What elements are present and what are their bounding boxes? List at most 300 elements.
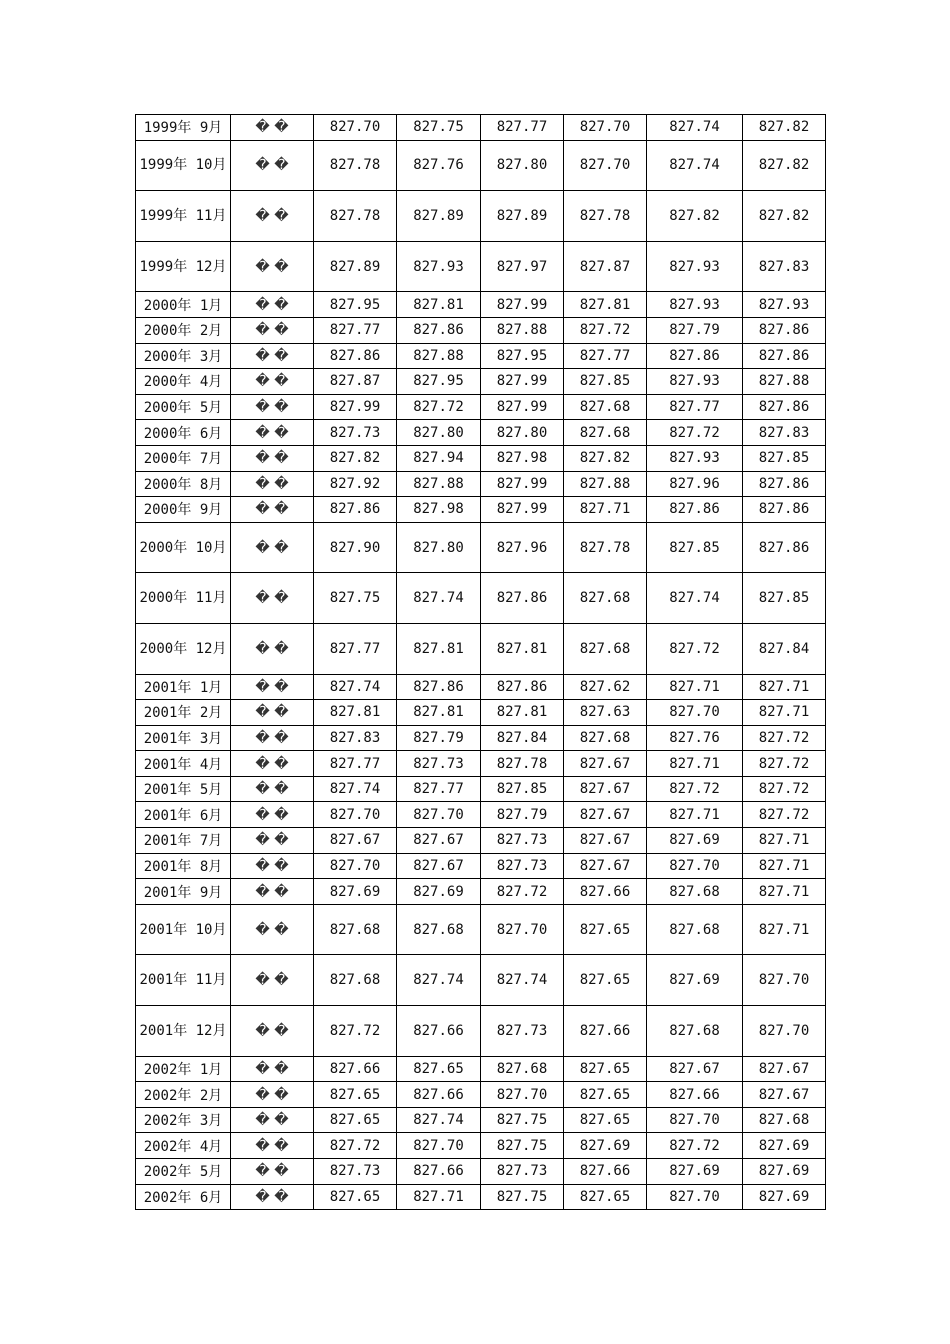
- value-cell: 827.85: [743, 445, 826, 471]
- value-cell: 827.99: [314, 394, 397, 420]
- value-cell: 827.77: [314, 623, 397, 674]
- table-row: [136, 394, 826, 420]
- month-cell: 2001年 9月: [136, 879, 231, 905]
- table-row: [136, 317, 826, 343]
- value-cell: 827.71: [743, 828, 826, 854]
- table-row: [136, 802, 826, 828]
- value-cell: 827.66: [397, 1006, 481, 1057]
- value-cell: 827.69: [743, 1133, 826, 1159]
- table-row: [136, 292, 826, 318]
- value-cell: 827.65: [564, 1056, 647, 1082]
- month-cell: 2001年 12月: [136, 1006, 231, 1057]
- value-cell: 827.72: [743, 751, 826, 777]
- value-cell: 827.68: [564, 623, 647, 674]
- month-cell: 2000年 12月: [136, 623, 231, 674]
- value-cell: 827.76: [647, 725, 743, 751]
- value-cell: 827.98: [481, 445, 564, 471]
- value-cell: 827.81: [397, 623, 481, 674]
- month-cell: 2000年 9月: [136, 497, 231, 523]
- value-cell: 827.73: [481, 1159, 564, 1185]
- value-cell: 827.72: [647, 420, 743, 446]
- value-cell: 827.70: [314, 802, 397, 828]
- table-row: [136, 369, 826, 395]
- value-cell: 827.86: [647, 343, 743, 369]
- value-cell: 827.86: [647, 497, 743, 523]
- value-cell: 827.88: [397, 471, 481, 497]
- value-cell: 827.67: [564, 828, 647, 854]
- value-cell: 827.67: [564, 776, 647, 802]
- table-row: [136, 420, 826, 446]
- value-cell: 827.88: [564, 471, 647, 497]
- value-cell: 827.70: [743, 955, 826, 1006]
- type-cell: � �: [231, 1159, 314, 1185]
- value-cell: 827.86: [314, 497, 397, 523]
- value-cell: 827.81: [481, 700, 564, 726]
- month-cell: 1999年 11月: [136, 191, 231, 242]
- value-cell: 827.83: [743, 241, 826, 292]
- type-cell: � �: [231, 1184, 314, 1210]
- value-cell: 827.65: [564, 1107, 647, 1133]
- value-cell: 827.67: [564, 853, 647, 879]
- month-cell: 2001年 10月: [136, 904, 231, 955]
- table-row: [136, 776, 826, 802]
- value-cell: 827.72: [314, 1006, 397, 1057]
- type-cell: � �: [231, 445, 314, 471]
- table-row: [136, 674, 826, 700]
- value-cell: 827.75: [481, 1107, 564, 1133]
- value-cell: 827.99: [481, 394, 564, 420]
- value-cell: 827.78: [314, 140, 397, 191]
- table-row: [136, 1056, 826, 1082]
- table-row: [136, 1082, 826, 1108]
- table-row: [136, 904, 826, 955]
- value-cell: 827.71: [647, 802, 743, 828]
- type-cell: � �: [231, 343, 314, 369]
- value-cell: 827.71: [743, 904, 826, 955]
- value-cell: 827.71: [743, 674, 826, 700]
- value-cell: 827.92: [314, 471, 397, 497]
- value-cell: 827.71: [647, 674, 743, 700]
- value-cell: 827.77: [481, 115, 564, 141]
- value-cell: 827.85: [647, 522, 743, 573]
- month-cell: 2002年 5月: [136, 1159, 231, 1185]
- value-cell: 827.71: [743, 879, 826, 905]
- value-cell: 827.69: [564, 1133, 647, 1159]
- value-cell: 827.72: [743, 776, 826, 802]
- value-cell: 827.69: [743, 1184, 826, 1210]
- type-cell: � �: [231, 241, 314, 292]
- value-cell: 827.93: [647, 241, 743, 292]
- month-cell: 2001年 11月: [136, 955, 231, 1006]
- value-cell: 827.80: [481, 420, 564, 446]
- value-cell: 827.99: [481, 497, 564, 523]
- value-cell: 827.82: [743, 191, 826, 242]
- value-cell: 827.74: [647, 140, 743, 191]
- type-cell: � �: [231, 420, 314, 446]
- value-cell: 827.99: [481, 369, 564, 395]
- value-cell: 827.65: [564, 955, 647, 1006]
- value-cell: 827.69: [397, 879, 481, 905]
- value-cell: 827.87: [564, 241, 647, 292]
- value-cell: 827.74: [397, 1107, 481, 1133]
- table-row: [136, 445, 826, 471]
- value-cell: 827.70: [397, 1133, 481, 1159]
- value-cell: 827.86: [743, 497, 826, 523]
- value-cell: 827.69: [647, 1159, 743, 1185]
- value-cell: 827.77: [564, 343, 647, 369]
- value-cell: 827.77: [314, 317, 397, 343]
- value-cell: 827.80: [397, 420, 481, 446]
- value-cell: 827.85: [481, 776, 564, 802]
- table-row: [136, 853, 826, 879]
- value-cell: 827.81: [397, 700, 481, 726]
- value-cell: 827.68: [397, 904, 481, 955]
- value-cell: 827.73: [314, 420, 397, 446]
- value-cell: 827.65: [397, 1056, 481, 1082]
- value-cell: 827.65: [564, 1184, 647, 1210]
- type-cell: � �: [231, 573, 314, 624]
- water-level-table: [135, 114, 826, 1210]
- value-cell: 827.70: [743, 1006, 826, 1057]
- value-cell: 827.65: [314, 1107, 397, 1133]
- value-cell: 827.67: [743, 1082, 826, 1108]
- value-cell: 827.71: [397, 1184, 481, 1210]
- value-cell: 827.71: [647, 751, 743, 777]
- value-cell: 827.70: [314, 853, 397, 879]
- month-cell: 2000年 11月: [136, 573, 231, 624]
- type-cell: � �: [231, 955, 314, 1006]
- value-cell: 827.68: [564, 420, 647, 446]
- table-row: [136, 725, 826, 751]
- value-cell: 827.73: [314, 1159, 397, 1185]
- table-row: [136, 1159, 826, 1185]
- value-cell: 827.68: [647, 904, 743, 955]
- value-cell: 827.72: [564, 317, 647, 343]
- type-cell: � �: [231, 1056, 314, 1082]
- value-cell: 827.68: [564, 573, 647, 624]
- value-cell: 827.80: [397, 522, 481, 573]
- value-cell: 827.75: [481, 1133, 564, 1159]
- value-cell: 827.72: [314, 1133, 397, 1159]
- table-body: [136, 115, 826, 1210]
- value-cell: 827.93: [743, 292, 826, 318]
- value-cell: 827.76: [397, 140, 481, 191]
- value-cell: 827.93: [647, 292, 743, 318]
- value-cell: 827.65: [314, 1082, 397, 1108]
- value-cell: 827.87: [314, 369, 397, 395]
- month-cell: 2001年 1月: [136, 674, 231, 700]
- value-cell: 827.86: [314, 343, 397, 369]
- table-row: [136, 1184, 826, 1210]
- value-cell: 827.72: [397, 394, 481, 420]
- type-cell: � �: [231, 751, 314, 777]
- month-cell: 1999年 12月: [136, 241, 231, 292]
- table-row: [136, 828, 826, 854]
- type-cell: � �: [231, 1133, 314, 1159]
- value-cell: 827.95: [314, 292, 397, 318]
- value-cell: 827.90: [314, 522, 397, 573]
- type-cell: � �: [231, 191, 314, 242]
- value-cell: 827.95: [397, 369, 481, 395]
- table-row: [136, 343, 826, 369]
- value-cell: 827.68: [743, 1107, 826, 1133]
- value-cell: 827.68: [564, 394, 647, 420]
- value-cell: 827.67: [564, 751, 647, 777]
- month-cell: 2000年 4月: [136, 369, 231, 395]
- value-cell: 827.82: [743, 140, 826, 191]
- month-cell: 2002年 6月: [136, 1184, 231, 1210]
- value-cell: 827.96: [647, 471, 743, 497]
- value-cell: 827.83: [314, 725, 397, 751]
- value-cell: 827.98: [397, 497, 481, 523]
- value-cell: 827.68: [647, 879, 743, 905]
- value-cell: 827.79: [481, 802, 564, 828]
- table-row: [136, 700, 826, 726]
- month-cell: 2001年 3月: [136, 725, 231, 751]
- type-cell: � �: [231, 853, 314, 879]
- value-cell: 827.74: [647, 573, 743, 624]
- value-cell: 827.66: [397, 1082, 481, 1108]
- type-cell: � �: [231, 471, 314, 497]
- type-cell: � �: [231, 700, 314, 726]
- value-cell: 827.72: [647, 1133, 743, 1159]
- value-cell: 827.97: [481, 241, 564, 292]
- type-cell: � �: [231, 1082, 314, 1108]
- table-row: [136, 115, 826, 141]
- table-row: [136, 1107, 826, 1133]
- table-row: [136, 140, 826, 191]
- type-cell: � �: [231, 1107, 314, 1133]
- value-cell: 827.67: [397, 853, 481, 879]
- value-cell: 827.68: [314, 955, 397, 1006]
- value-cell: 827.84: [743, 623, 826, 674]
- value-cell: 827.72: [481, 879, 564, 905]
- value-cell: 827.75: [397, 115, 481, 141]
- value-cell: 827.74: [647, 115, 743, 141]
- value-cell: 827.70: [397, 802, 481, 828]
- value-cell: 827.70: [647, 1184, 743, 1210]
- value-cell: 827.65: [564, 1082, 647, 1108]
- value-cell: 827.93: [397, 241, 481, 292]
- type-cell: � �: [231, 904, 314, 955]
- month-cell: 2000年 1月: [136, 292, 231, 318]
- value-cell: 827.68: [564, 725, 647, 751]
- value-cell: 827.68: [314, 904, 397, 955]
- value-cell: 827.70: [481, 904, 564, 955]
- value-cell: 827.86: [743, 394, 826, 420]
- value-cell: 827.89: [314, 241, 397, 292]
- value-cell: 827.86: [397, 674, 481, 700]
- value-cell: 827.81: [314, 700, 397, 726]
- value-cell: 827.69: [647, 828, 743, 854]
- value-cell: 827.66: [647, 1082, 743, 1108]
- value-cell: 827.71: [743, 853, 826, 879]
- value-cell: 827.65: [314, 1184, 397, 1210]
- value-cell: 827.81: [481, 623, 564, 674]
- table-row: [136, 1133, 826, 1159]
- table-row: [136, 1006, 826, 1057]
- value-cell: 827.67: [564, 802, 647, 828]
- month-cell: 2002年 2月: [136, 1082, 231, 1108]
- value-cell: 827.74: [314, 674, 397, 700]
- value-cell: 827.66: [564, 1006, 647, 1057]
- type-cell: � �: [231, 497, 314, 523]
- month-cell: 1999年 10月: [136, 140, 231, 191]
- value-cell: 827.73: [481, 853, 564, 879]
- month-cell: 2002年 1月: [136, 1056, 231, 1082]
- value-cell: 827.77: [397, 776, 481, 802]
- table-row: [136, 751, 826, 777]
- value-cell: 827.74: [397, 955, 481, 1006]
- value-cell: 827.88: [397, 343, 481, 369]
- value-cell: 827.80: [481, 140, 564, 191]
- value-cell: 827.96: [481, 522, 564, 573]
- type-cell: � �: [231, 115, 314, 141]
- value-cell: 827.78: [481, 751, 564, 777]
- value-cell: 827.86: [743, 522, 826, 573]
- value-cell: 827.78: [314, 191, 397, 242]
- value-cell: 827.70: [647, 700, 743, 726]
- value-cell: 827.78: [564, 522, 647, 573]
- month-cell: 2001年 5月: [136, 776, 231, 802]
- type-cell: � �: [231, 522, 314, 573]
- table-row: [136, 497, 826, 523]
- table-row: [136, 191, 826, 242]
- table-row: [136, 955, 826, 1006]
- value-cell: 827.81: [564, 292, 647, 318]
- value-cell: 827.67: [314, 828, 397, 854]
- value-cell: 827.69: [743, 1159, 826, 1185]
- value-cell: 827.86: [743, 343, 826, 369]
- value-cell: 827.84: [481, 725, 564, 751]
- type-cell: � �: [231, 369, 314, 395]
- value-cell: 827.86: [481, 674, 564, 700]
- type-cell: � �: [231, 879, 314, 905]
- value-cell: 827.70: [564, 115, 647, 141]
- value-cell: 827.94: [397, 445, 481, 471]
- value-cell: 827.70: [564, 140, 647, 191]
- month-cell: 2000年 8月: [136, 471, 231, 497]
- value-cell: 827.68: [481, 1056, 564, 1082]
- value-cell: 827.67: [397, 828, 481, 854]
- type-cell: � �: [231, 623, 314, 674]
- value-cell: 827.85: [564, 369, 647, 395]
- month-cell: 2000年 3月: [136, 343, 231, 369]
- value-cell: 827.82: [743, 115, 826, 141]
- value-cell: 827.88: [481, 317, 564, 343]
- value-cell: 827.70: [647, 1107, 743, 1133]
- table-row: [136, 879, 826, 905]
- type-cell: � �: [231, 292, 314, 318]
- value-cell: 827.72: [647, 623, 743, 674]
- value-cell: 827.66: [314, 1056, 397, 1082]
- type-cell: � �: [231, 802, 314, 828]
- month-cell: 2000年 6月: [136, 420, 231, 446]
- value-cell: 827.78: [564, 191, 647, 242]
- type-cell: � �: [231, 1006, 314, 1057]
- value-cell: 827.77: [647, 394, 743, 420]
- value-cell: 827.75: [314, 573, 397, 624]
- type-cell: � �: [231, 725, 314, 751]
- value-cell: 827.77: [314, 751, 397, 777]
- table-row: [136, 573, 826, 624]
- type-cell: � �: [231, 828, 314, 854]
- type-cell: � �: [231, 140, 314, 191]
- value-cell: 827.82: [314, 445, 397, 471]
- value-cell: 827.66: [397, 1159, 481, 1185]
- value-cell: 827.95: [481, 343, 564, 369]
- value-cell: 827.79: [647, 317, 743, 343]
- type-cell: � �: [231, 674, 314, 700]
- value-cell: 827.67: [743, 1056, 826, 1082]
- value-cell: 827.99: [481, 292, 564, 318]
- value-cell: 827.82: [647, 191, 743, 242]
- month-cell: 2001年 4月: [136, 751, 231, 777]
- value-cell: 827.70: [314, 115, 397, 141]
- value-cell: 827.73: [481, 828, 564, 854]
- value-cell: 827.99: [481, 471, 564, 497]
- value-cell: 827.86: [397, 317, 481, 343]
- value-cell: 827.74: [481, 955, 564, 1006]
- value-cell: 827.86: [743, 317, 826, 343]
- month-cell: 2001年 7月: [136, 828, 231, 854]
- value-cell: 827.73: [481, 1006, 564, 1057]
- value-cell: 827.74: [314, 776, 397, 802]
- value-cell: 827.86: [743, 471, 826, 497]
- value-cell: 827.63: [564, 700, 647, 726]
- value-cell: 827.88: [743, 369, 826, 395]
- value-cell: 827.72: [743, 802, 826, 828]
- value-cell: 827.69: [314, 879, 397, 905]
- value-cell: 827.71: [564, 497, 647, 523]
- value-cell: 827.83: [743, 420, 826, 446]
- value-cell: 827.67: [647, 1056, 743, 1082]
- type-cell: � �: [231, 776, 314, 802]
- value-cell: 827.70: [647, 853, 743, 879]
- value-cell: 827.82: [564, 445, 647, 471]
- value-cell: 827.74: [397, 573, 481, 624]
- value-cell: 827.75: [481, 1184, 564, 1210]
- value-cell: 827.86: [481, 573, 564, 624]
- value-cell: 827.66: [564, 879, 647, 905]
- month-cell: 2001年 6月: [136, 802, 231, 828]
- month-cell: 2000年 7月: [136, 445, 231, 471]
- type-cell: � �: [231, 394, 314, 420]
- value-cell: 827.72: [647, 776, 743, 802]
- value-cell: 827.71: [743, 700, 826, 726]
- table-row: [136, 623, 826, 674]
- month-cell: 2001年 8月: [136, 853, 231, 879]
- type-cell: � �: [231, 317, 314, 343]
- month-cell: 2000年 5月: [136, 394, 231, 420]
- value-cell: 827.66: [564, 1159, 647, 1185]
- month-cell: 2000年 10月: [136, 522, 231, 573]
- table-row: [136, 471, 826, 497]
- value-cell: 827.68: [647, 1006, 743, 1057]
- value-cell: 827.73: [397, 751, 481, 777]
- month-cell: 2001年 2月: [136, 700, 231, 726]
- value-cell: 827.69: [647, 955, 743, 1006]
- month-cell: 2000年 2月: [136, 317, 231, 343]
- value-cell: 827.79: [397, 725, 481, 751]
- value-cell: 827.93: [647, 445, 743, 471]
- value-cell: 827.85: [743, 573, 826, 624]
- table-row: [136, 241, 826, 292]
- month-cell: 2002年 4月: [136, 1133, 231, 1159]
- value-cell: 827.93: [647, 369, 743, 395]
- value-cell: 827.89: [481, 191, 564, 242]
- value-cell: 827.65: [564, 904, 647, 955]
